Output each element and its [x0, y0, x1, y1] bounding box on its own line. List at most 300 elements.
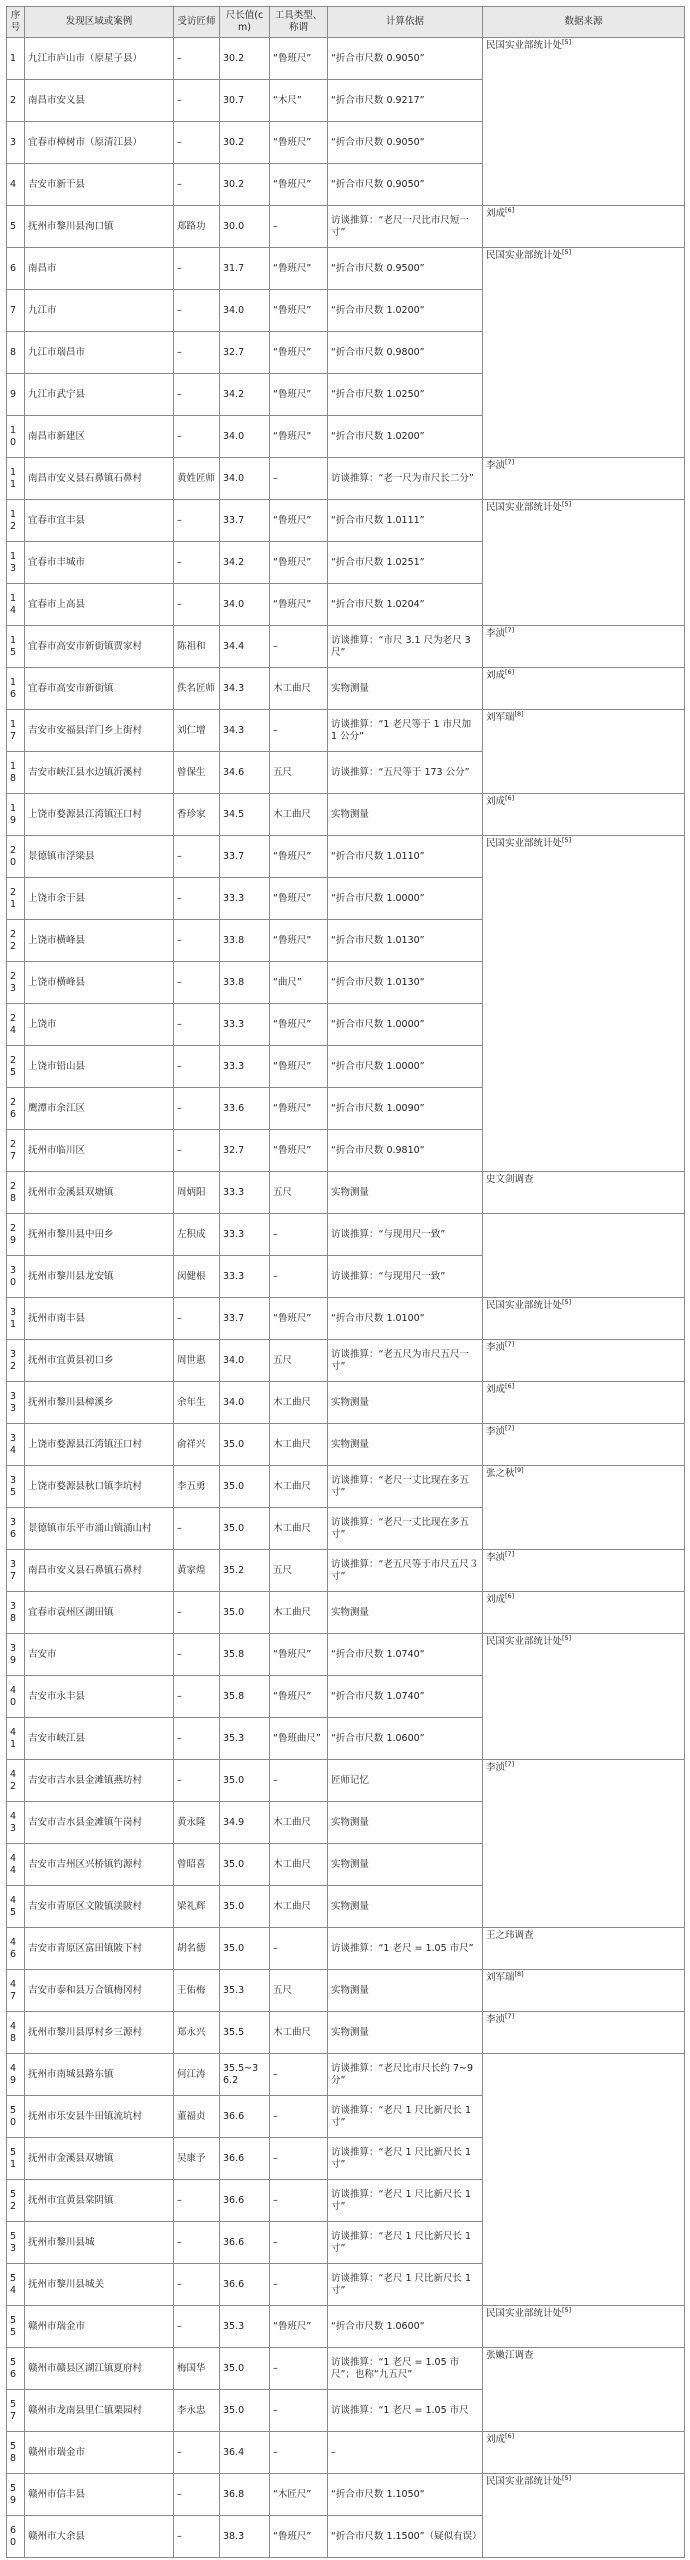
row-no: 48: [7, 2012, 25, 2054]
row-no: 44: [7, 1844, 25, 1886]
row-master: –: [174, 500, 220, 542]
row-source: [483, 1424, 685, 1466]
row-no: 57: [7, 2390, 25, 2432]
source-name: 民国实业部统计处: [486, 2308, 563, 2319]
row-area: 上饶市: [25, 1004, 174, 1046]
row-no: 43: [7, 1802, 25, 1844]
row-no: 13: [7, 542, 25, 584]
row-master: 曾昭喜: [174, 1844, 220, 1886]
source-name: 刘军瑞: [486, 712, 515, 723]
source-name: 李浈: [486, 628, 506, 639]
data-table-document: [6, 6, 684, 2558]
source-name: 刘成: [486, 796, 506, 807]
row-basis: 实物测量: [328, 1592, 483, 1634]
row-no: 12: [7, 500, 25, 542]
row-no: 53: [7, 2222, 25, 2264]
row-length: 34.0: [220, 584, 270, 626]
row-basis: 访谈推算：“1 老尺等于 1 市尺加 1 公分”: [328, 710, 483, 752]
row-tool: 木工曲尺: [270, 1886, 328, 1928]
row-no: 46: [7, 1928, 25, 1970]
row-area: 赣州市大余县: [25, 2516, 174, 2558]
row-master: –: [174, 1718, 220, 1760]
table-row: [7, 836, 685, 878]
table-row: [7, 1592, 685, 1634]
row-basis: 实物测量: [328, 1802, 483, 1844]
row-no: 45: [7, 1886, 25, 1928]
row-no: 38: [7, 1592, 25, 1634]
row-area: 抚州市宜黄县初口乡: [25, 1340, 174, 1382]
row-master: –: [174, 2432, 220, 2474]
ruler-length-table: [6, 6, 685, 2558]
row-basis: “折合市尺数 1.0251”: [328, 542, 483, 584]
row-length: 36.4: [220, 2432, 270, 2474]
row-length: 33.6: [220, 1088, 270, 1130]
row-tool: “鲁班尺”: [270, 332, 328, 374]
row-area: 抚州市黎川县洵口镇: [25, 206, 174, 248]
table-row: [7, 1970, 685, 2012]
row-area: 宜春市上高县: [25, 584, 174, 626]
row-area: 抚州市黎川县龙安镇: [25, 1256, 174, 1298]
row-no: 1: [7, 38, 25, 80]
header-area: 发现区域或案例: [25, 7, 174, 38]
header-basis: 计算依据: [328, 7, 483, 38]
row-basis: 访谈推算：“1 老尺 = 1.05 市尺”；也称“九五尺”: [328, 2348, 483, 2390]
row-length: 35.0: [220, 2348, 270, 2390]
row-basis: 实物测量: [328, 1970, 483, 2012]
source-note: [6]: [505, 1381, 515, 1390]
row-length: 34.2: [220, 374, 270, 416]
row-length: 33.3: [220, 1172, 270, 1214]
source-note: [8]: [514, 1969, 524, 1978]
row-no: 26: [7, 1088, 25, 1130]
table-row: [7, 1340, 685, 1382]
row-master: –: [174, 1046, 220, 1088]
row-length: 34.3: [220, 668, 270, 710]
row-tool: 五尺: [270, 1550, 328, 1592]
row-source: [483, 1970, 685, 2012]
table-row: [7, 2474, 685, 2516]
row-source: [483, 794, 685, 836]
row-tool: –: [270, 2096, 328, 2138]
row-tool: 木工曲尺: [270, 1802, 328, 1844]
row-master: 郑路功: [174, 206, 220, 248]
table-row: [7, 38, 685, 80]
row-tool: 木工曲尺: [270, 1466, 328, 1508]
source-note: [7]: [505, 2011, 515, 2020]
source-note: [6]: [505, 2431, 515, 2440]
row-no: 3: [7, 122, 25, 164]
row-basis: “折合市尺数 1.0600”: [328, 2306, 483, 2348]
source-note: [5]: [562, 1297, 572, 1306]
source-note: [7]: [505, 625, 515, 634]
row-tool: –: [270, 1760, 328, 1802]
row-area: 抚州市乐安县牛田镇流坑村: [25, 2096, 174, 2138]
row-area: 宜春市高安市新街镇贾家村: [25, 626, 174, 668]
row-source: [483, 1550, 685, 1592]
row-length: 31.7: [220, 248, 270, 290]
row-source: [483, 1172, 685, 1214]
source-name: 刘军瑞: [486, 1972, 515, 1983]
row-length: 35.2: [220, 1550, 270, 1592]
source-note: [7]: [505, 1339, 515, 1348]
row-length: 34.0: [220, 416, 270, 458]
table-row: [7, 1550, 685, 1592]
row-basis: 访谈推算：“老尺一尺比市尺短一寸”: [328, 206, 483, 248]
row-master: 李五勇: [174, 1466, 220, 1508]
row-length: 35.0: [220, 1466, 270, 1508]
row-no: 16: [7, 668, 25, 710]
row-source: [483, 206, 685, 248]
row-basis: “折合市尺数 0.9217”: [328, 80, 483, 122]
row-no: 6: [7, 248, 25, 290]
row-tool: 木工曲尺: [270, 1844, 328, 1886]
row-basis: 实物测量: [328, 1844, 483, 1886]
row-master: 香珍家: [174, 794, 220, 836]
row-tool: 五尺: [270, 1172, 328, 1214]
row-master: –: [174, 290, 220, 332]
row-basis: “折合市尺数 0.9500”: [328, 248, 483, 290]
source-name: 史文剑调查: [486, 1174, 534, 1185]
row-no: 51: [7, 2138, 25, 2180]
source-name: 李浈: [486, 1762, 506, 1773]
row-no: 41: [7, 1718, 25, 1760]
row-tool: “鲁班尺”: [270, 1634, 328, 1676]
row-master: –: [174, 38, 220, 80]
row-area: 吉安市青原区文陂镇渼陂村: [25, 1886, 174, 1928]
row-source: [483, 1298, 685, 1340]
source-note: [9]: [514, 1465, 524, 1474]
row-length: 35.3: [220, 1718, 270, 1760]
row-area: 上饶市婺源县江湾镇汪口村: [25, 794, 174, 836]
row-area: 赣州市瑞金市: [25, 2306, 174, 2348]
row-master: –: [174, 374, 220, 416]
table-row: [7, 500, 685, 542]
row-tool: “鲁班尺”: [270, 920, 328, 962]
row-source: [483, 2054, 685, 2306]
row-no: 10: [7, 416, 25, 458]
row-length: 35.8: [220, 1634, 270, 1676]
row-source: [483, 458, 685, 500]
row-basis: “折合市尺数 0.9050”: [328, 38, 483, 80]
row-no: 52: [7, 2180, 25, 2222]
row-area: 吉安市吉州区兴桥镇钓源村: [25, 1844, 174, 1886]
row-tool: 五尺: [270, 1340, 328, 1382]
row-source: [483, 2432, 685, 2474]
row-no: 20: [7, 836, 25, 878]
row-area: 抚州市南城县路东镇: [25, 2054, 174, 2096]
row-tool: “鲁班尺”: [270, 2306, 328, 2348]
row-length: 36.6: [220, 2138, 270, 2180]
source-note: [8]: [514, 709, 524, 718]
row-area: 上饶市横峰县: [25, 962, 174, 1004]
row-source: [483, 626, 685, 668]
row-basis: 访谈推算：“老五尺等于市尺五尺３寸”: [328, 1550, 483, 1592]
row-length: 35.0: [220, 1592, 270, 1634]
row-length: 34.3: [220, 710, 270, 752]
row-no: 54: [7, 2264, 25, 2306]
row-basis: 访谈推算：“老尺一丈比现在多五寸”: [328, 1466, 483, 1508]
row-no: 36: [7, 1508, 25, 1550]
row-master: –: [174, 416, 220, 458]
row-basis: 实物测量: [328, 1886, 483, 1928]
row-basis: 访谈推算：“市尺 3.1 尺为老尺 3 尺”: [328, 626, 483, 668]
row-no: 35: [7, 1466, 25, 1508]
row-tool: “鲁班尺”: [270, 38, 328, 80]
row-no: 49: [7, 2054, 25, 2096]
row-tool: “鲁班尺”: [270, 1004, 328, 1046]
row-basis: 访谈推算：“老尺比市尺长约 7~9 分”: [328, 2054, 483, 2096]
table-header-row: [7, 7, 685, 38]
row-length: 33.7: [220, 836, 270, 878]
row-area: 吉安市峡江县: [25, 1718, 174, 1760]
source-note: [5]: [562, 2473, 572, 2482]
row-tool: “鲁班尺”: [270, 374, 328, 416]
row-length: 35.0: [220, 1844, 270, 1886]
row-source: [483, 2348, 685, 2432]
row-no: 58: [7, 2432, 25, 2474]
row-area: 九江市瑞昌市: [25, 332, 174, 374]
source-note: [7]: [505, 1759, 515, 1768]
row-master: –: [174, 2222, 220, 2264]
row-length: 30.7: [220, 80, 270, 122]
row-source: [483, 1634, 685, 1760]
row-no: 21: [7, 878, 25, 920]
row-master: –: [174, 920, 220, 962]
row-basis: “折合市尺数 1.1500”（疑似有误）: [328, 2516, 483, 2558]
row-basis: “折合市尺数 1.0000”: [328, 1004, 483, 1046]
row-master: 黄姓匠师: [174, 458, 220, 500]
row-no: 42: [7, 1760, 25, 1802]
row-no: 37: [7, 1550, 25, 1592]
source-note: [5]: [562, 499, 572, 508]
row-area: 南昌市安义县石鼻镇石鼻村: [25, 1550, 174, 1592]
source-note: [7]: [505, 1423, 515, 1432]
row-length: 33.8: [220, 962, 270, 1004]
row-master: 周炳阳: [174, 1172, 220, 1214]
row-basis: “折合市尺数 1.0740”: [328, 1676, 483, 1718]
table-row: [7, 248, 685, 290]
row-tool: 木工曲尺: [270, 1382, 328, 1424]
row-master: 余年生: [174, 1382, 220, 1424]
row-tool: “鲁班尺”: [270, 122, 328, 164]
row-length: 35.8: [220, 1676, 270, 1718]
row-master: 左积成: [174, 1214, 220, 1256]
row-tool: –: [270, 2348, 328, 2390]
row-area: 赣州市信丰县: [25, 2474, 174, 2516]
header-tool: 工具类型、称谓: [270, 7, 328, 38]
row-area: 宜春市丰城市: [25, 542, 174, 584]
row-basis: “折合市尺数 1.0200”: [328, 416, 483, 458]
row-no: 29: [7, 1214, 25, 1256]
row-area: 九江市武宁县: [25, 374, 174, 416]
row-length: 33.3: [220, 1214, 270, 1256]
row-area: 景德镇市浮梁县: [25, 836, 174, 878]
row-tool: –: [270, 2222, 328, 2264]
row-no: 39: [7, 1634, 25, 1676]
row-basis: 访谈推算：“与现用尺一致”: [328, 1256, 483, 1298]
row-length: 34.5: [220, 794, 270, 836]
row-master: 俞祥兴: [174, 1424, 220, 1466]
row-area: 上饶市铅山县: [25, 1046, 174, 1088]
table-row: [7, 1760, 685, 1802]
row-source: [483, 2474, 685, 2558]
table-row: [7, 2306, 685, 2348]
row-no: 23: [7, 962, 25, 1004]
source-name: 李浈: [486, 1342, 506, 1353]
row-length: 35.0: [220, 2390, 270, 2432]
row-basis: 访谈推算：“老尺 1 尺比新尺长 1 寸”: [328, 2264, 483, 2306]
row-tool: “鲁班曲尺”: [270, 1718, 328, 1760]
header-no: 序号: [7, 7, 25, 38]
row-basis: 访谈推算：“老尺 1 尺比新尺长 1 寸”: [328, 2222, 483, 2264]
row-tool: “木尺”: [270, 80, 328, 122]
row-master: –: [174, 584, 220, 626]
table-row: [7, 626, 685, 668]
row-no: 15: [7, 626, 25, 668]
row-tool: –: [270, 2432, 328, 2474]
row-no: 50: [7, 2096, 25, 2138]
source-name: 民国实业部统计处: [486, 1300, 563, 1311]
row-length: 34.9: [220, 1802, 270, 1844]
row-master: 佚名匠师: [174, 668, 220, 710]
row-source: [483, 836, 685, 1172]
row-tool: “鲁班尺”: [270, 500, 328, 542]
row-master: 李永忠: [174, 2390, 220, 2432]
row-basis: 访谈推算：“老尺 1 尺比新尺长 1 寸”: [328, 2180, 483, 2222]
row-no: 59: [7, 2474, 25, 2516]
row-tool: “木匠尺”: [270, 2474, 328, 2516]
row-tool: 木工曲尺: [270, 2012, 328, 2054]
row-tool: “鲁班尺”: [270, 1046, 328, 1088]
row-source: [483, 248, 685, 458]
row-tool: “曲尺”: [270, 962, 328, 1004]
table-row: [7, 1172, 685, 1214]
row-master: 刘仁增: [174, 710, 220, 752]
row-basis: 实物测量: [328, 1172, 483, 1214]
row-basis: “折合市尺数 0.9800”: [328, 332, 483, 374]
row-length: 30.2: [220, 164, 270, 206]
row-area: 吉安市吉水县金滩镇午岗村: [25, 1802, 174, 1844]
row-basis: “折合市尺数 0.9810”: [328, 1130, 483, 1172]
row-no: 27: [7, 1130, 25, 1172]
row-master: –: [174, 1004, 220, 1046]
row-source: [483, 500, 685, 626]
row-basis: 访谈推算：“五尺等于 173 公分”: [328, 752, 483, 794]
row-length: 32.7: [220, 332, 270, 374]
source-note: [6]: [505, 667, 515, 676]
row-length: 35.0: [220, 1508, 270, 1550]
row-tool: –: [270, 2264, 328, 2306]
row-no: 8: [7, 332, 25, 374]
source-note: [5]: [562, 835, 572, 844]
row-length: 36.8: [220, 2474, 270, 2516]
row-area: 吉安市吉水县金滩镇燕坊村: [25, 1760, 174, 1802]
row-source: [483, 1928, 685, 1970]
row-tool: –: [270, 1214, 328, 1256]
header-length: 尺长值(cm): [220, 7, 270, 38]
row-area: 吉安市新干县: [25, 164, 174, 206]
row-tool: 木工曲尺: [270, 1424, 328, 1466]
row-tool: “鲁班尺”: [270, 1676, 328, 1718]
row-master: –: [174, 962, 220, 1004]
table-row: [7, 1298, 685, 1340]
table-row: [7, 2054, 685, 2096]
row-no: 47: [7, 1970, 25, 2012]
table-row: [7, 2012, 685, 2054]
table-row: [7, 458, 685, 500]
row-area: 吉安市峡江县水边镇沂溪村: [25, 752, 174, 794]
row-master: –: [174, 836, 220, 878]
row-length: 30.0: [220, 206, 270, 248]
table-row: [7, 710, 685, 752]
row-length: 34.4: [220, 626, 270, 668]
row-length: 36.6: [220, 2180, 270, 2222]
row-tool: “鲁班尺”: [270, 542, 328, 584]
row-no: 7: [7, 290, 25, 332]
row-master: –: [174, 2474, 220, 2516]
row-basis: “折合市尺数 1.0000”: [328, 1046, 483, 1088]
table-row: [7, 2432, 685, 2474]
row-no: 40: [7, 1676, 25, 1718]
source-note: [6]: [505, 793, 515, 802]
row-area: 上饶市余干县: [25, 878, 174, 920]
row-master: 胡名德: [174, 1928, 220, 1970]
row-basis: “折合市尺数 1.0600”: [328, 1718, 483, 1760]
row-basis: 实物测量: [328, 1424, 483, 1466]
row-no: 22: [7, 920, 25, 962]
row-master: 黄家煌: [174, 1550, 220, 1592]
row-tool: –: [270, 2138, 328, 2180]
row-area: 南昌市安义县: [25, 80, 174, 122]
row-basis: 访谈推算：“与现用尺一致”: [328, 1214, 483, 1256]
row-area: 宜春市樟树市（原清江县）: [25, 122, 174, 164]
row-area: 抚州市宜黄县棠阴镇: [25, 2180, 174, 2222]
table-row: [7, 1424, 685, 1466]
row-master: 梁礼辉: [174, 1886, 220, 1928]
source-name: 民国实业部统计处: [486, 838, 563, 849]
source-name: 李浈: [486, 2014, 506, 2025]
row-no: 30: [7, 1256, 25, 1298]
source-note: [6]: [505, 1591, 515, 1600]
row-master: –: [174, 1298, 220, 1340]
row-length: 34.0: [220, 1340, 270, 1382]
row-basis: 访谈推算：“老五尺为市尺五尺一寸”: [328, 1340, 483, 1382]
source-name: 民国实业部统计处: [486, 40, 563, 51]
row-tool: “鲁班尺”: [270, 878, 328, 920]
row-no: 2: [7, 80, 25, 122]
source-note: [5]: [562, 2305, 572, 2314]
row-master: –: [174, 1088, 220, 1130]
row-tool: 木工曲尺: [270, 1592, 328, 1634]
row-length: 33.8: [220, 920, 270, 962]
row-area: 吉安市永丰县: [25, 1676, 174, 1718]
row-master: –: [174, 1508, 220, 1550]
source-name: 民国实业部统计处: [486, 1636, 563, 1647]
row-basis: “折合市尺数 1.0200”: [328, 290, 483, 332]
row-area: 宜春市高安市新街镇: [25, 668, 174, 710]
row-area: 抚州市金溪县双塘镇: [25, 1172, 174, 1214]
row-basis: 访谈推算：“1 老尺 = 1.05 市尺: [328, 2390, 483, 2432]
row-no: 14: [7, 584, 25, 626]
row-no: 32: [7, 1340, 25, 1382]
row-basis: “折合市尺数 1.0130”: [328, 920, 483, 962]
row-no: 60: [7, 2516, 25, 2558]
row-area: 吉安市安福县洋门乡上街村: [25, 710, 174, 752]
source-name: 刘成: [486, 1384, 506, 1395]
row-area: 南昌市安义县石鼻镇石鼻村: [25, 458, 174, 500]
source-name: 刘成: [486, 670, 506, 681]
row-master: –: [174, 1760, 220, 1802]
